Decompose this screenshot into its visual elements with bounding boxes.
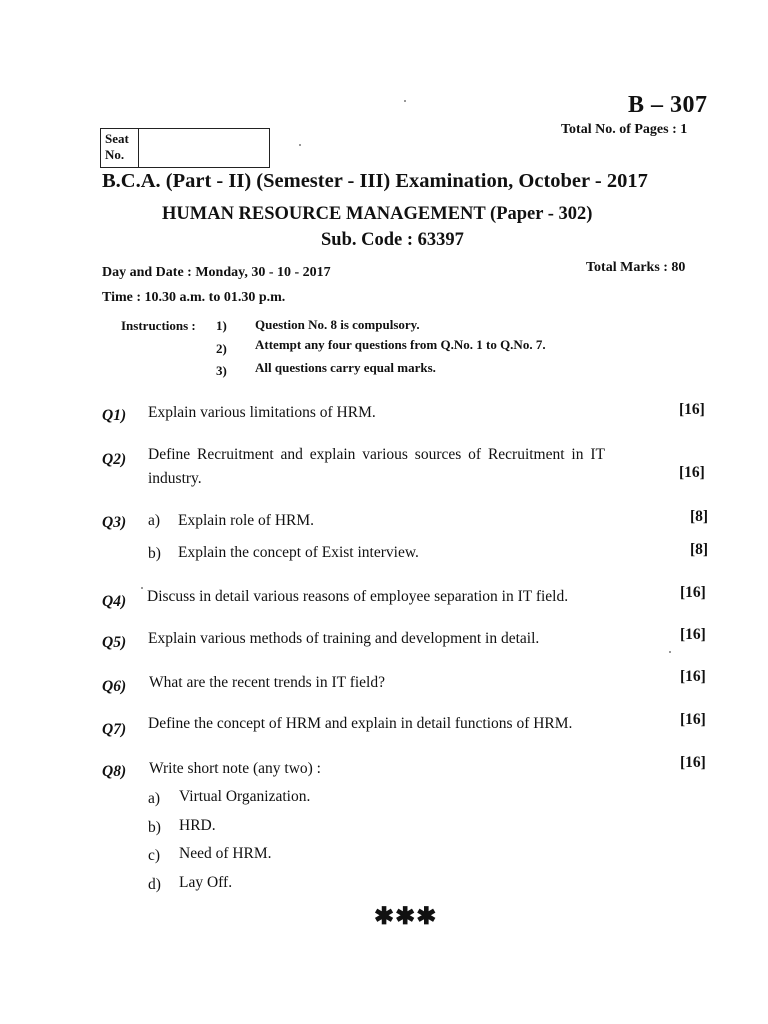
question-text: Discuss in detail various reasons of employee separation in IT field. bbox=[147, 588, 569, 605]
instruction-text: Attempt any four questions from Q.No. 1 to Q.No. 7. bbox=[255, 337, 546, 352]
question-marks: [16] bbox=[680, 668, 706, 685]
instruction-text: Question No. 8 is compulsory. bbox=[255, 317, 420, 332]
question-marks: [16] bbox=[680, 711, 706, 728]
instruction-number: 1) bbox=[216, 318, 227, 333]
sub-question-label: a) bbox=[148, 512, 161, 529]
question-text: Write short note (any two) : bbox=[149, 760, 321, 777]
scan-speck bbox=[669, 651, 671, 653]
instruction-text: All questions carry equal marks. bbox=[255, 360, 436, 375]
sub-question-text: Explain role of HRM. bbox=[178, 512, 315, 529]
question-text: Define the concept of HRM and explain in detail functions of HRM. bbox=[148, 715, 573, 732]
question-text: Explain various methods of training and development in detail. bbox=[148, 630, 540, 647]
question-marks: [16] bbox=[679, 464, 705, 481]
question-number: Q4) bbox=[102, 593, 127, 610]
total-marks: Total Marks : 80 bbox=[586, 260, 686, 275]
question-text: What are the recent trends in IT field? bbox=[149, 674, 385, 691]
question-number: Q7) bbox=[102, 721, 127, 738]
seat-number-field[interactable] bbox=[139, 129, 269, 167]
exam-time: Time : 10.30 a.m. to 01.30 p.m. bbox=[102, 290, 286, 305]
scan-speck bbox=[141, 587, 143, 589]
question-number: Q1) bbox=[102, 407, 127, 424]
question-number: Q3) bbox=[102, 514, 127, 531]
question-marks: [16] bbox=[680, 584, 706, 601]
scan-speck bbox=[404, 100, 406, 102]
list-item-text: HRD. bbox=[179, 817, 216, 834]
day-date: Day and Date : Monday, 30 - 10 - 2017 bbox=[102, 265, 331, 280]
instructions-label: Instructions : bbox=[121, 318, 196, 333]
question-number: Q2) bbox=[102, 451, 127, 468]
sub-question-text: Explain the concept of Exist interview. bbox=[178, 544, 419, 561]
total-pages: Total No. of Pages : 1 bbox=[561, 122, 688, 137]
exam-title: B.C.A. (Part - II) (Semester - III) Examination, October - 2017 bbox=[102, 170, 648, 192]
subject-title: HUMAN RESOURCE MANAGEMENT (Paper - 302) bbox=[162, 204, 593, 224]
seat-label bbox=[101, 129, 139, 167]
question-marks: [8] bbox=[690, 541, 709, 558]
list-item-text: Need of HRM. bbox=[179, 845, 272, 862]
sub-question-label: b) bbox=[148, 545, 161, 562]
list-item-label: c) bbox=[148, 847, 161, 864]
list-item-label: a) bbox=[148, 790, 161, 807]
question-text: Define Recruitment and explain various sources of Recruitment in IT bbox=[148, 446, 605, 463]
seat-label-line2: No. bbox=[105, 147, 125, 162]
question-marks: [16] bbox=[680, 626, 706, 643]
question-number: Q6) bbox=[102, 678, 127, 695]
question-number: Q8) bbox=[102, 763, 127, 780]
question-marks: [16] bbox=[680, 754, 706, 771]
question-marks: [16] bbox=[679, 401, 705, 418]
question-marks: [8] bbox=[690, 508, 709, 525]
seat-label-line1: Seat bbox=[105, 131, 129, 146]
instruction-number: 2) bbox=[216, 341, 227, 356]
question-number: Q5) bbox=[102, 634, 127, 651]
instruction-number: 3) bbox=[216, 363, 227, 378]
scan-speck bbox=[299, 144, 301, 146]
list-item-label: b) bbox=[148, 819, 161, 836]
list-item-label: d) bbox=[148, 876, 161, 893]
paper-code: B – 307 bbox=[628, 92, 708, 118]
question-text-continued: industry. bbox=[148, 470, 202, 487]
list-item-text: Lay Off. bbox=[179, 874, 233, 891]
question-text: Explain various limitations of HRM. bbox=[148, 404, 376, 421]
end-marker-stars: ✱✱✱ bbox=[374, 904, 438, 930]
list-item-text: Virtual Organization. bbox=[179, 788, 311, 805]
seat-number-box bbox=[100, 128, 270, 168]
subject-code: Sub. Code : 63397 bbox=[321, 230, 464, 250]
